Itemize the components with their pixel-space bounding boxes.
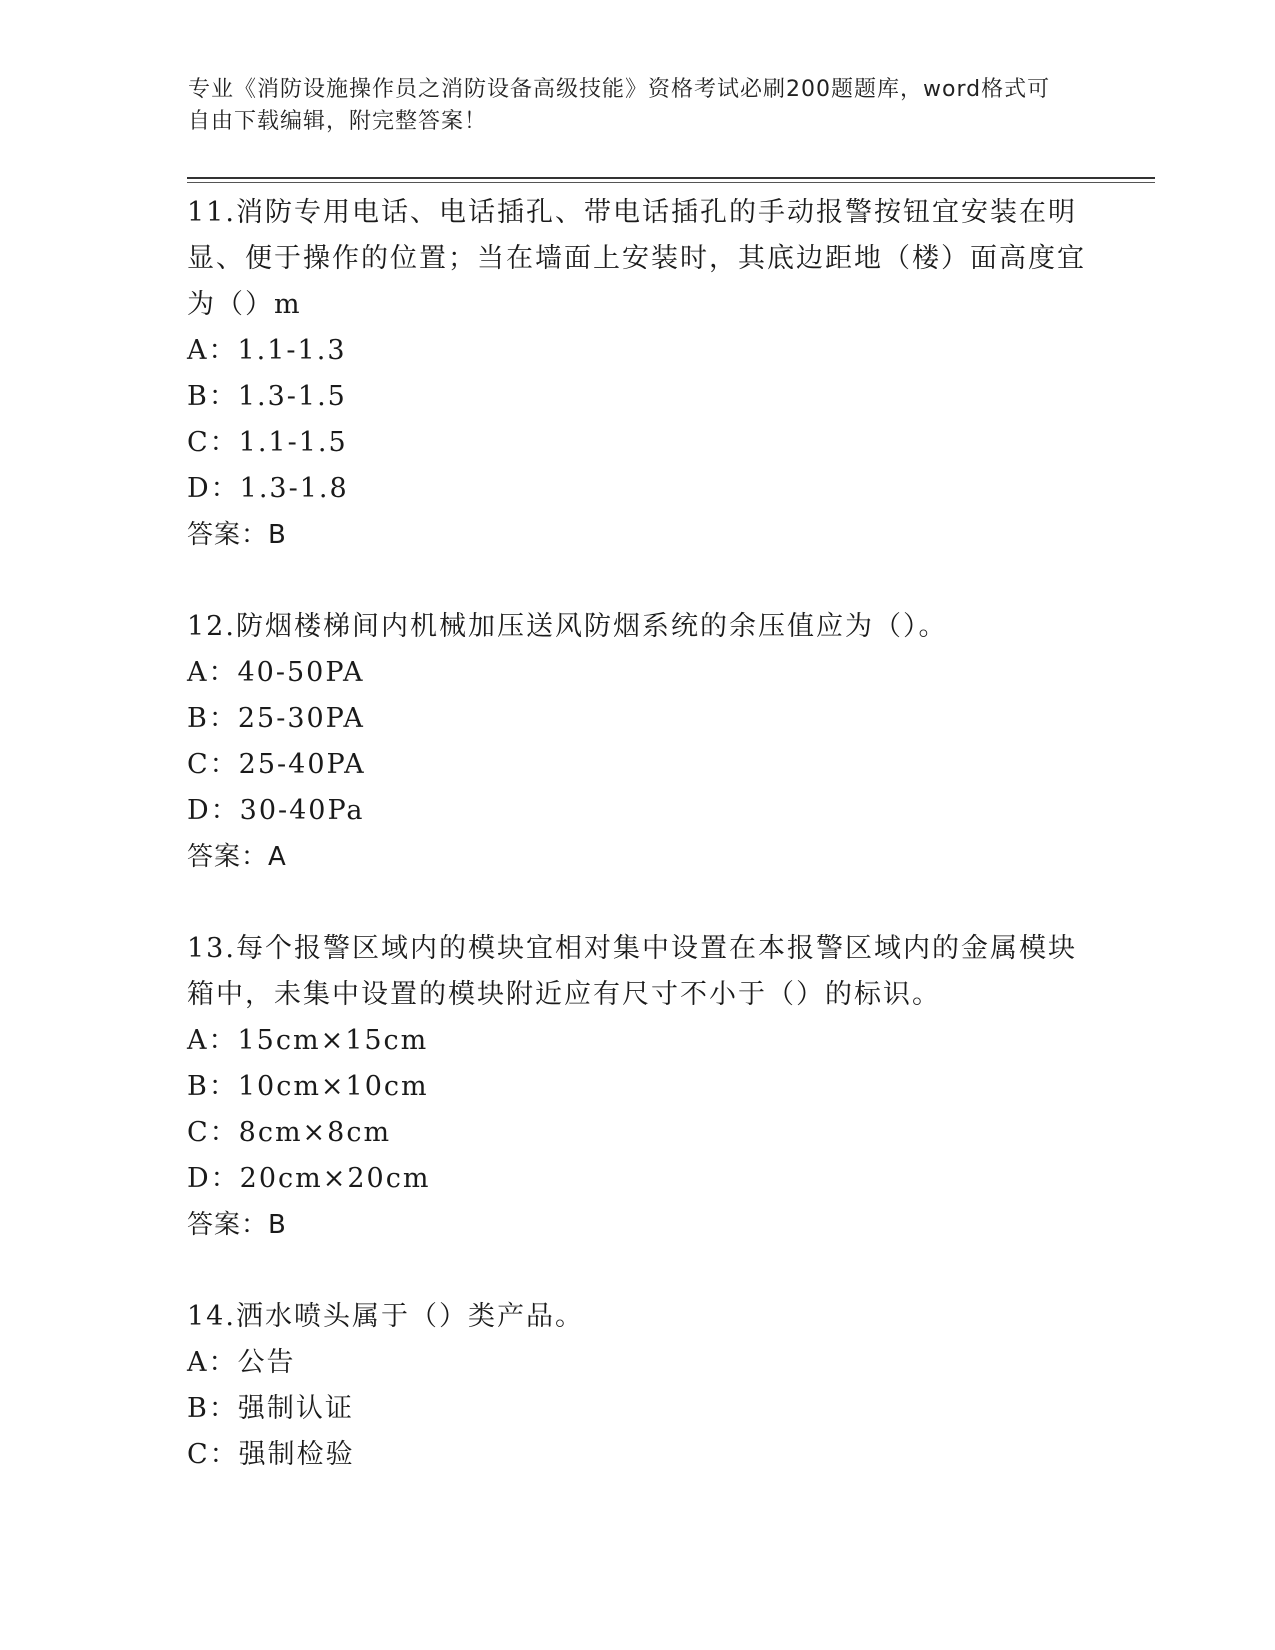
option-b: B：1.3-1.5 [187, 381, 347, 412]
header-divider-thin [187, 182, 1155, 183]
option-c: C：1.1-1.5 [187, 427, 348, 458]
document-header [188, 74, 1068, 138]
answer-line: 答案：B [187, 1210, 287, 1240]
question-14 [187, 1294, 1087, 1478]
question-12 [187, 604, 1087, 880]
question-text: 11.消防专用电话、电话插孔、带电话插孔的手动报警按钮宜安装在明显、便于操作的位置；当在墙面上安装时，其底边距地（楼）面高度宜为（）m [187, 197, 1086, 320]
question-spacer [187, 880, 1087, 926]
header-title: 专业《消防设施操作员之消防设备高级技能》资格考试必刷200题题库，word格式可自由下载编辑，附完整答案！ [188, 77, 1051, 134]
option-a: A：15cm×15cm [187, 1025, 429, 1056]
question-spacer [187, 558, 1087, 604]
question-11 [187, 190, 1087, 558]
question-text: 13.每个报警区域内的模块宜相对集中设置在本报警区域内的金属模块箱中，未集中设置的模块附近应有尺寸不小于（）的标识。 [187, 933, 1077, 1010]
option-b: B：10cm×10cm [187, 1071, 429, 1102]
header-divider-thick [187, 177, 1155, 179]
question-list [187, 190, 1087, 1478]
question-13 [187, 926, 1087, 1248]
question-spacer [187, 1248, 1087, 1294]
option-c: C：8cm×8cm [187, 1117, 392, 1148]
question-text: 14.洒水喷头属于（）类产品。 [187, 1301, 584, 1332]
option-a: A：公告 [187, 1347, 296, 1378]
option-c: C：25-40PA [187, 749, 366, 780]
option-a: A：40-50PA [187, 657, 365, 688]
option-b: B：强制认证 [187, 1393, 354, 1424]
option-c: C：强制检验 [187, 1439, 355, 1470]
option-d: D：1.3-1.8 [187, 473, 349, 504]
option-b: B：25-30PA [187, 703, 365, 734]
option-a: A：1.1-1.3 [187, 335, 347, 366]
option-d: D：30-40Pa [187, 795, 365, 826]
answer-line: 答案：A [187, 842, 287, 872]
answer-line: 答案：B [187, 520, 287, 550]
question-text: 12.防烟楼梯间内机械加压送风防烟系统的余压值应为（）。 [187, 611, 948, 642]
option-d: D：20cm×20cm [187, 1163, 431, 1194]
